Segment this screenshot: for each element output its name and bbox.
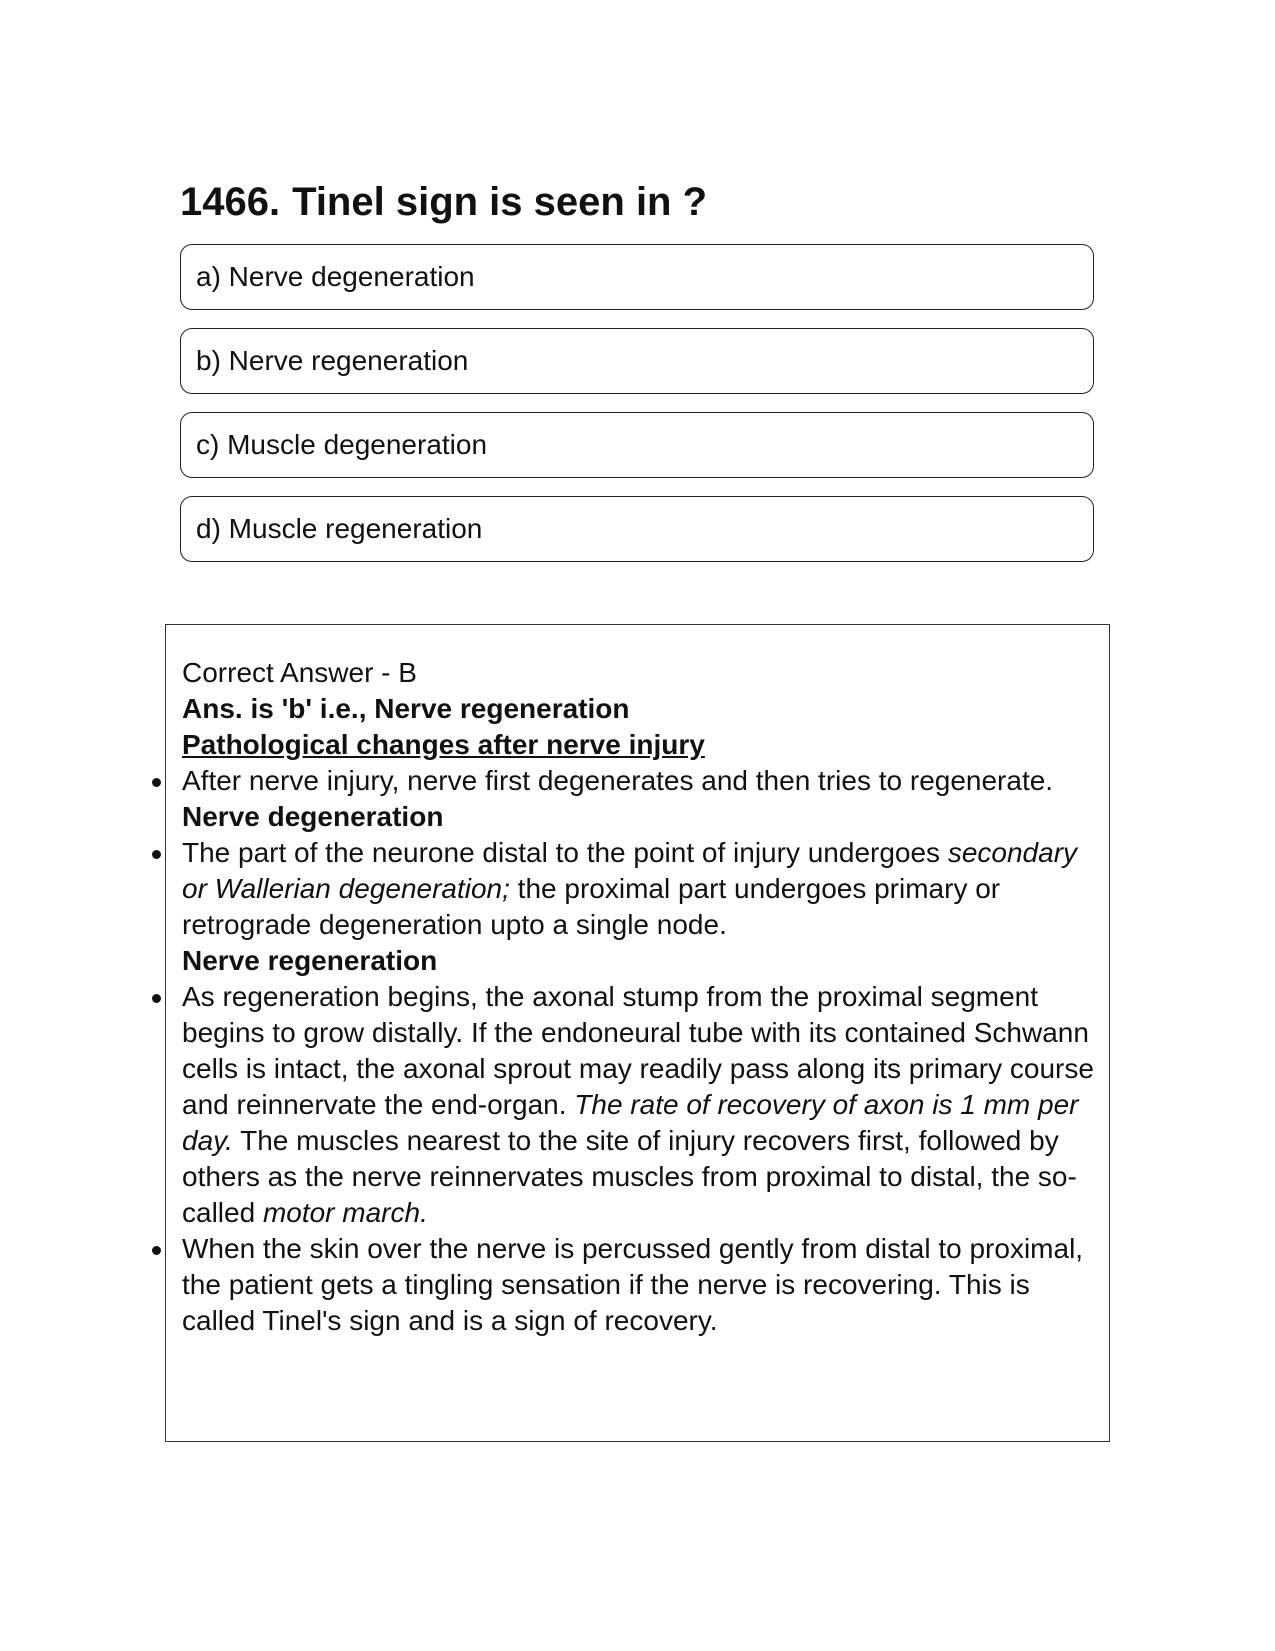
bullet-text: The muscles nearest to the site of injury recovers first, followed by others as the nerve reinnervates muscles from proximal to distal, the so-called bbox=[182, 1125, 1077, 1228]
answer-line: Ans. is 'b' i.e., Nerve regeneration bbox=[182, 693, 630, 724]
option-a[interactable]: a) Nerve degeneration bbox=[180, 244, 1094, 310]
bullet-item bbox=[182, 979, 1109, 1231]
option-b[interactable]: b) Nerve regeneration bbox=[180, 328, 1094, 394]
bullet-text: The part of the neurone distal to the point of injury undergoes bbox=[182, 837, 948, 868]
explanation-list-1 bbox=[182, 763, 1109, 799]
correct-answer-label: Correct Answer - B bbox=[182, 657, 417, 688]
option-c[interactable]: c) Muscle degeneration bbox=[180, 412, 1094, 478]
bullet-item: After nerve injury, nerve first degenerates and then tries to regenerate. bbox=[182, 763, 1109, 799]
bullet-italic-text: secondary or Wallerian degeneration; bbox=[182, 837, 1078, 904]
heading-nerve-degeneration: Nerve degeneration bbox=[182, 801, 444, 832]
question-text: Tinel sign is seen in ? bbox=[292, 180, 708, 224]
option-d[interactable]: d) Muscle regeneration bbox=[180, 496, 1094, 562]
bullet-italic-text: motor march. bbox=[262, 1197, 428, 1228]
bullet-item: When the skin over the nerve is percussed gently from distal to proximal, the patient gets a tingling sensation if the nerve is recovering. This is called Tinel's sign and is a sign of recovery. bbox=[182, 1231, 1109, 1339]
question-title bbox=[180, 176, 707, 228]
explanation-list-3 bbox=[182, 979, 1109, 1339]
heading-nerve-regeneration: Nerve regeneration bbox=[182, 945, 438, 976]
question-number: 1466. bbox=[180, 180, 281, 224]
bullet-text: the proximal part undergoes primary or retrograde degeneration upto a single node. bbox=[182, 873, 1001, 940]
bullet-text: As regeneration begins, the axonal stump from the proximal segment begins to grow distally. If the endoneural tube with its contained Schwann cells is intact, the axonal sprout may readily pass along its primary course and reinnervate the end-organ. bbox=[182, 981, 1094, 1120]
explanation-box bbox=[165, 624, 1110, 1442]
bullet-italic-text: The rate of recovery of axon is 1 mm per day. bbox=[182, 1089, 1079, 1156]
bullet-item bbox=[182, 835, 1109, 943]
section-title: Pathological changes after nerve injury bbox=[182, 729, 705, 760]
explanation-list-2 bbox=[182, 835, 1109, 943]
